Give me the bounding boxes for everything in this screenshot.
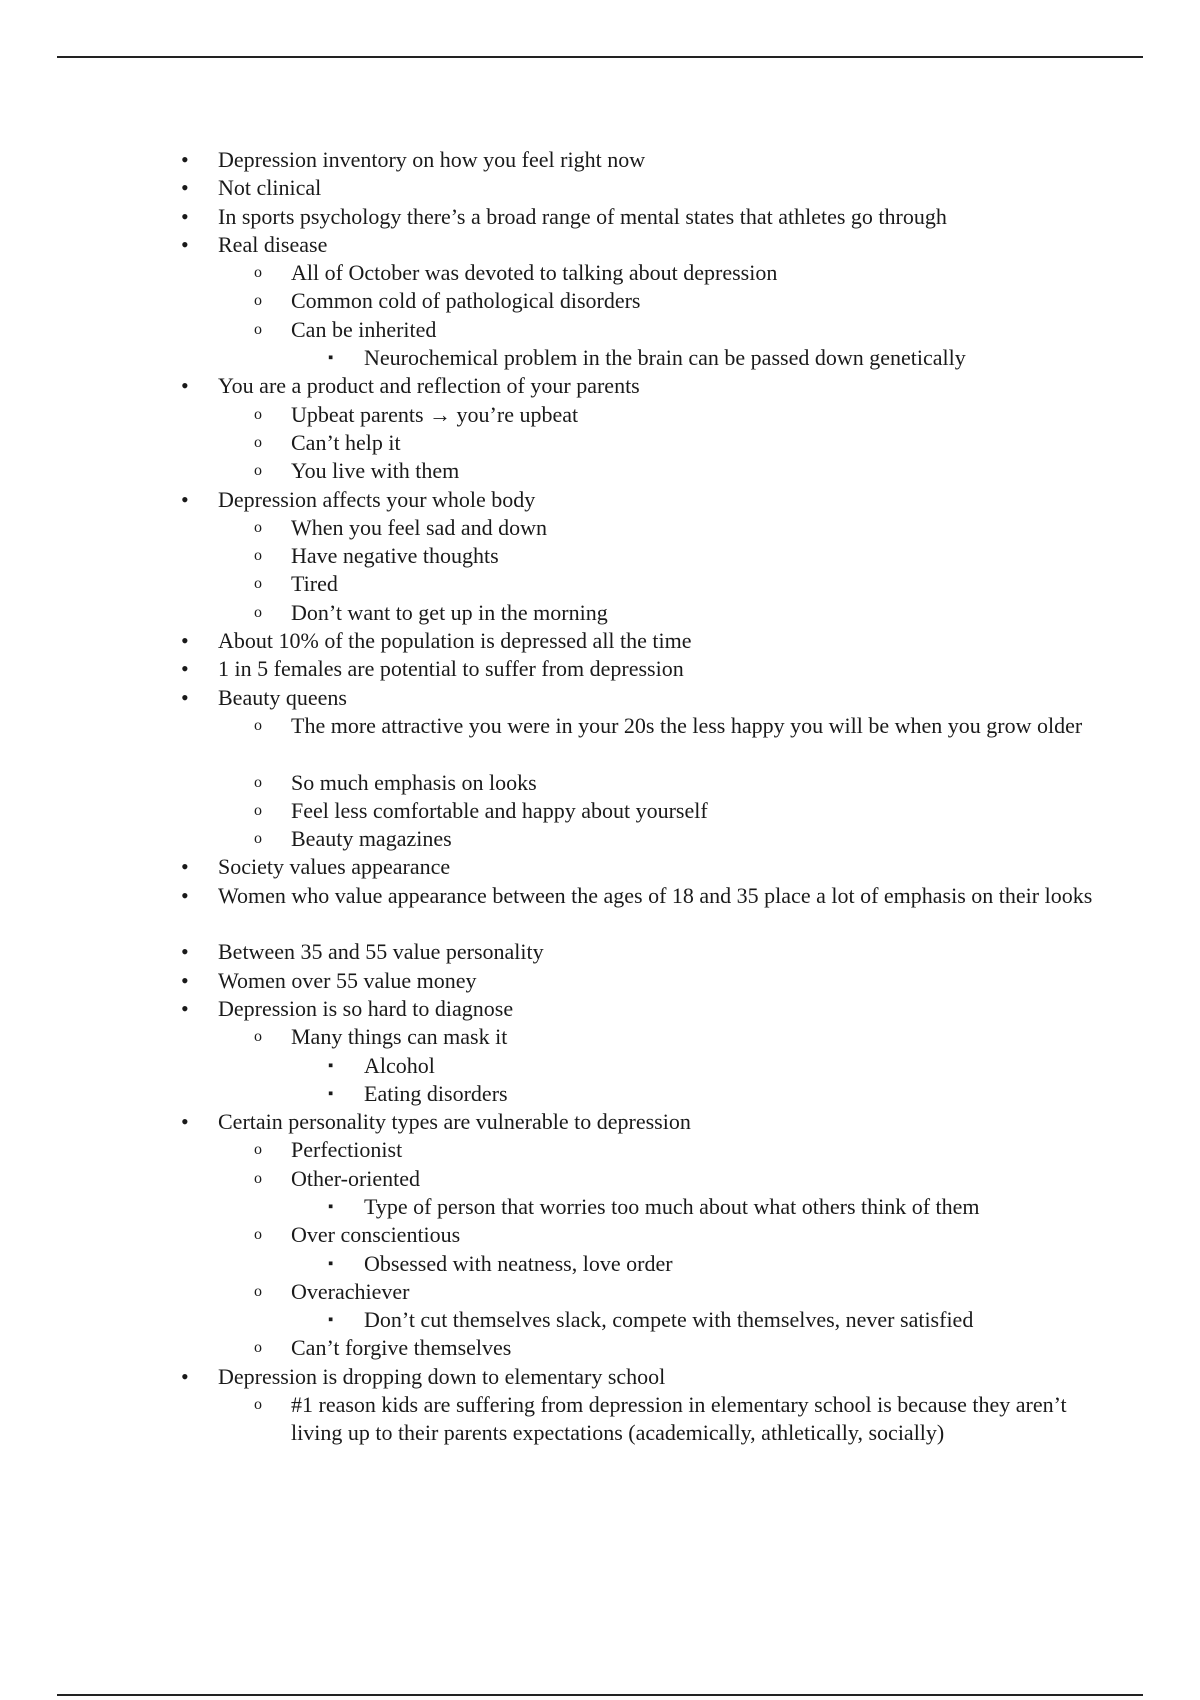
sub-list-item-text: Overachiever xyxy=(291,1278,410,1304)
sub-sub-list-item xyxy=(0,1052,1200,1080)
sub-list-item xyxy=(0,429,1200,457)
sub-sub-list-item-text: Neurochemical problem in the brain can be passed down genetically xyxy=(364,345,966,371)
sub-list-item xyxy=(0,1136,1200,1164)
circle-bullet-icon: o xyxy=(254,462,262,480)
footer-rule xyxy=(57,1694,1143,1696)
list-item-text: Depression is dropping down to elementary school xyxy=(218,1363,666,1389)
circle-bullet-icon: o xyxy=(254,801,262,819)
sub-list-item xyxy=(0,1221,1200,1249)
sub-list-item xyxy=(0,1278,1200,1306)
list-item xyxy=(0,655,1200,683)
circle-bullet-icon: o xyxy=(254,1028,262,1046)
list-item-text: Not clinical xyxy=(218,175,322,201)
list-item-text: You are a product and reflection of your parents xyxy=(218,373,640,399)
sub-list-item-text: All of October was devoted to talking about depression xyxy=(291,260,778,286)
sub-list-item-text: #1 reason kids are suffering from depression in elementary school is because they aren’t living up to their parents expectations (academically, athletically, socially) xyxy=(291,1392,1067,1446)
sub-list-item xyxy=(0,825,1200,853)
bullet-icon: • xyxy=(181,147,189,172)
bullet-icon: • xyxy=(181,939,189,965)
sub-sub-list-item xyxy=(0,1306,1200,1334)
list-item-text: Real disease xyxy=(218,231,328,257)
circle-bullet-icon: o xyxy=(254,433,262,451)
list-item xyxy=(0,938,1200,966)
list-item xyxy=(0,995,1200,1023)
list-item-text: Between 35 and 55 value personality xyxy=(218,939,544,965)
circle-bullet-icon: o xyxy=(254,1339,262,1357)
bullet-icon: • xyxy=(181,231,189,257)
sub-list-item-text: Have negative thoughts xyxy=(291,543,499,569)
sub-sub-list-item xyxy=(0,1193,1200,1221)
circle-bullet-icon: o xyxy=(254,830,262,848)
list-item xyxy=(0,882,1200,939)
bullet-icon: • xyxy=(181,995,189,1021)
list-item xyxy=(0,627,1200,655)
circle-bullet-icon: o xyxy=(254,1226,262,1244)
list-item xyxy=(0,486,1200,514)
sub-list-item-text: When you feel sad and down xyxy=(291,514,547,540)
list-item-text: Depression affects your whole body xyxy=(218,486,536,512)
sub-list-item-text: Beauty magazines xyxy=(291,826,452,852)
sub-list-item xyxy=(0,570,1200,598)
list-item-text: Women over 55 value money xyxy=(218,967,477,993)
notes-list xyxy=(0,146,1200,1448)
sub-list-item-text: Can’t forgive themselves xyxy=(291,1335,512,1361)
bullet-icon: • xyxy=(181,486,189,512)
sub-list-item-text: Can’t help it xyxy=(291,429,401,455)
sub-list-item xyxy=(0,259,1200,287)
sub-list-item-text: Over conscientious xyxy=(291,1222,461,1248)
sub-list-item-text: So much emphasis on looks xyxy=(291,769,537,795)
sub-list-item-text: Feel less comfortable and happy about yourself xyxy=(291,797,708,823)
list-item-text: 1 in 5 females are potential to suffer from depression xyxy=(218,656,684,682)
bullet-icon: • xyxy=(181,203,189,229)
sub-list-item xyxy=(0,316,1200,344)
sub-list-item xyxy=(0,1334,1200,1362)
sub-list-item xyxy=(0,769,1200,797)
sub-sub-list-item xyxy=(0,1080,1200,1108)
bullet-icon: • xyxy=(181,175,189,201)
list-item-text: In sports psychology there’s a broad range of mental states that athletes go through xyxy=(218,203,947,229)
bullet-icon: • xyxy=(181,1109,189,1135)
square-bullet-icon: ▪ xyxy=(328,1085,334,1102)
sub-sub-list-item xyxy=(0,344,1200,372)
sub-list-item-text: Many things can mask it xyxy=(291,1024,508,1050)
bullet-icon: • xyxy=(181,967,189,993)
circle-bullet-icon: o xyxy=(254,547,262,565)
sub-sub-list-item-text: Type of person that worries too much about what others think of them xyxy=(364,1193,980,1219)
circle-bullet-icon: o xyxy=(254,264,262,282)
square-bullet-icon: ▪ xyxy=(328,1312,334,1329)
list-item-text: Depression is so hard to diagnose xyxy=(218,995,514,1021)
sub-list-item-text: Upbeat parents → you’re upbeat xyxy=(291,401,579,427)
circle-bullet-icon: o xyxy=(254,603,262,621)
list-item-text: Beauty queens xyxy=(218,684,347,710)
circle-bullet-icon: o xyxy=(254,716,262,734)
square-bullet-icon: ▪ xyxy=(328,350,334,367)
list-item-text: Depression inventory on how you feel right now xyxy=(218,147,646,172)
square-bullet-icon: ▪ xyxy=(328,1198,334,1215)
sub-list-item xyxy=(0,797,1200,825)
sub-list-item-text: Tired xyxy=(291,571,338,597)
sub-list-item xyxy=(0,712,1200,769)
sub-sub-list-item-text: Alcohol xyxy=(364,1052,435,1078)
list-item-text: Certain personality types are vulnerable to depression xyxy=(218,1109,691,1135)
list-item xyxy=(0,1363,1200,1391)
sub-list-item xyxy=(0,287,1200,315)
sub-list-item-text: Don’t want to get up in the morning xyxy=(291,599,608,625)
sub-sub-list-item-text: Eating disorders xyxy=(364,1080,508,1106)
sub-list-item xyxy=(0,542,1200,570)
circle-bullet-icon: o xyxy=(254,1141,262,1159)
bullet-icon: • xyxy=(181,628,189,654)
circle-bullet-icon: o xyxy=(254,405,262,423)
bullet-icon: • xyxy=(181,854,189,880)
sub-list-item xyxy=(0,1023,1200,1051)
list-item xyxy=(0,967,1200,995)
sub-list-item xyxy=(0,457,1200,485)
circle-bullet-icon: o xyxy=(254,575,262,593)
sub-sub-list-item-text: Don’t cut themselves slack, compete with themselves, never satisfied xyxy=(364,1307,974,1333)
sub-list-item-text: Can be inherited xyxy=(291,316,437,342)
circle-bullet-icon: o xyxy=(254,320,262,338)
sub-list-item-text: Other-oriented xyxy=(291,1165,421,1191)
list-item-text: Women who value appearance between the ages of 18 and 35 place a lot of emphasis on their looks xyxy=(218,882,1093,908)
circle-bullet-icon: o xyxy=(254,518,262,536)
list-item xyxy=(0,174,1200,202)
list-item xyxy=(0,203,1200,231)
sub-list-item-text: Perfectionist xyxy=(291,1137,403,1163)
bullet-icon: • xyxy=(181,656,189,682)
circle-bullet-icon: o xyxy=(254,1169,262,1187)
list-item-text: About 10% of the population is depressed all the time xyxy=(218,628,692,654)
header-rule xyxy=(57,56,1143,58)
list-item xyxy=(0,1108,1200,1136)
sub-list-item-text: The more attractive you were in your 20s the less happy you will be when you grow older xyxy=(291,712,1083,738)
sub-list-item xyxy=(0,599,1200,627)
sub-list-item-text: You live with them xyxy=(291,458,460,484)
list-item xyxy=(0,372,1200,400)
bullet-icon: • xyxy=(181,373,189,399)
sub-list-item xyxy=(0,514,1200,542)
bullet-icon: • xyxy=(181,1363,189,1389)
square-bullet-icon: ▪ xyxy=(328,1255,334,1272)
list-item xyxy=(0,231,1200,259)
sub-list-item xyxy=(0,1165,1200,1193)
circle-bullet-icon: o xyxy=(254,773,262,791)
circle-bullet-icon: o xyxy=(254,292,262,310)
sub-sub-list-item xyxy=(0,1250,1200,1278)
square-bullet-icon: ▪ xyxy=(328,1057,334,1074)
bullet-icon: • xyxy=(181,882,189,908)
circle-bullet-icon: o xyxy=(254,1282,262,1300)
bullet-icon: • xyxy=(181,684,189,710)
list-item xyxy=(0,684,1200,712)
sub-list-item xyxy=(0,1391,1200,1448)
list-item-text: Society values appearance xyxy=(218,854,451,880)
sub-list-item xyxy=(0,401,1200,429)
list-item xyxy=(0,853,1200,881)
sub-list-item-text: Common cold of pathological disorders xyxy=(291,288,641,314)
circle-bullet-icon: o xyxy=(254,1396,262,1414)
sub-sub-list-item-text: Obsessed with neatness, love order xyxy=(364,1250,673,1276)
list-item xyxy=(0,146,1200,174)
